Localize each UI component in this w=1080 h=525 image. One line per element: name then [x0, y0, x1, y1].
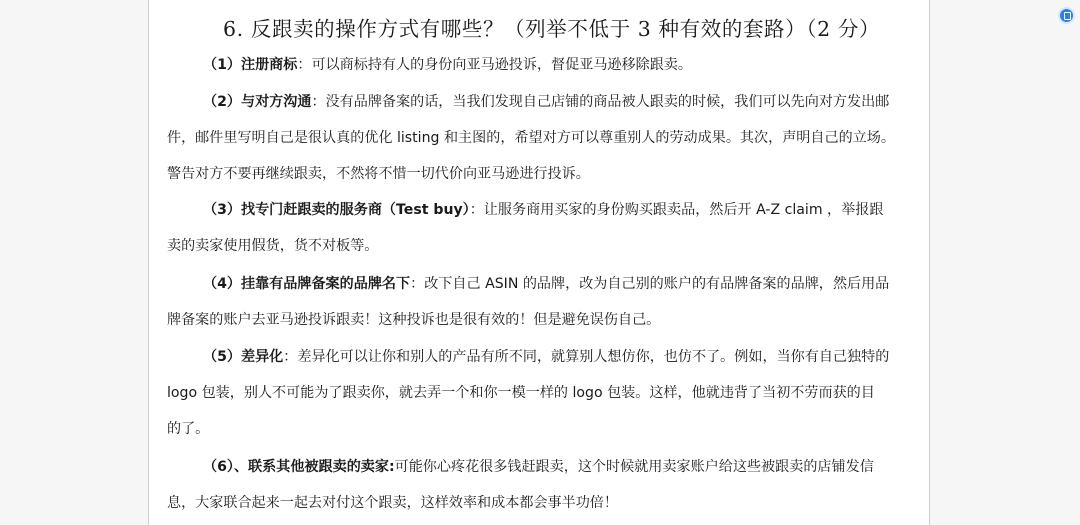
answer-item-3: [167, 192, 919, 264]
item-label: （4）挂靠有品牌备案的品牌名下: [203, 276, 411, 292]
item-label: （2）与对方沟通: [203, 94, 312, 110]
answer-item-4: [167, 266, 919, 338]
item-text: 可能你心疼花很多钱赶跟卖，这个时候就用卖家账户给这些被跟卖的店铺发信: [394, 459, 874, 475]
item-text: 牌备案的账户去亚马逊投诉跟卖！这种投诉也是很有效的！但是避免误伤自己。: [167, 312, 661, 328]
item-text: ：可以商标持有人的身份向亚马逊投诉，督促亚马逊移除跟卖。: [297, 57, 692, 73]
answer-item-5: [167, 339, 919, 447]
item-text: 息，大家联合起来一起去对付这个跟卖，这样效率和成本都会事半功倍！: [167, 495, 618, 511]
item-text: 警告对方不要再继续跟卖，不然将不惜一切代价向亚马逊进行投诉。: [167, 166, 590, 182]
question-title: 6. 反跟卖的操作方式有哪些？（列举不低于 3 种有效的套路）（2 分）: [223, 17, 881, 41]
item-text: ：让服务商用买家的身份购买跟卖品，然后开 A-Z claim ，举报跟: [469, 202, 884, 218]
item-label: （1）注册商标: [203, 57, 298, 73]
item-text: logo 包装，别人不可能为了跟卖你，就去弄一个和你一模一样的 logo 包装。这样，他就违背了当初不劳而获的目: [167, 385, 875, 401]
item-text: 卖的卖家使用假货，货不对板等。: [167, 238, 379, 254]
item-text: ：没有品牌备案的话，当我们发现自己店铺的商品被人跟卖的时候，我们可以先向对方发出邮: [311, 94, 890, 110]
annotation-icon[interactable]: [1060, 9, 1073, 22]
item-text: ：差异化可以让你和别人的产品有所不同，就算别人想仿你，也仿不了。例如，当你有自己独特的: [283, 349, 890, 365]
item-text: 的了。: [167, 421, 210, 437]
item-label: （3）找专门赶跟卖的服务商（Test buy）: [203, 202, 470, 218]
answer-item-2: [167, 84, 919, 192]
item-text: 件，邮件里写明自己是很认真的优化 listing 和主图的，希望对方可以尊重别人的劳动成果。其次，声明自己的立场。: [167, 130, 895, 146]
answer-item-1: [167, 47, 919, 83]
document-page: [148, 0, 930, 525]
answer-item-6: [167, 449, 919, 521]
item-text: ：改下自己 ASIN 的品牌，改为自己别的账户的有品牌备案的品牌，然后用品: [410, 276, 890, 292]
item-label: （6）、联系其他被跟卖的卖家:: [203, 459, 395, 475]
item-label: （5）差异化: [203, 349, 284, 365]
